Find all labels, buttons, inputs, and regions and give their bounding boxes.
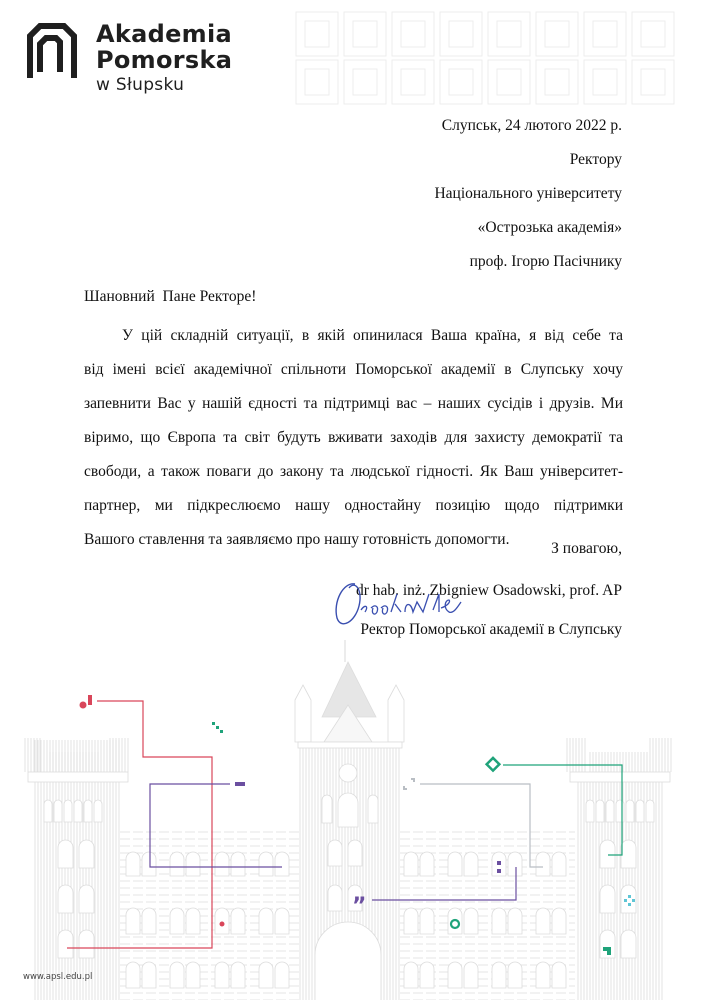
window-arch: [492, 908, 506, 934]
window-arch: [586, 800, 594, 822]
left-tower-ledge: [28, 772, 128, 782]
window-arch: [259, 908, 273, 934]
date-line: Слупськ, 24 лютого 2022 р.: [441, 117, 622, 134]
window-arch: [231, 962, 245, 988]
green-dots-icon: [212, 722, 223, 733]
watermark-square: [392, 12, 434, 56]
window-arch: [44, 800, 52, 822]
tower-ledge: [298, 742, 402, 748]
window-arch: [58, 930, 73, 958]
window-arch: [142, 908, 156, 934]
window-arch: [448, 962, 462, 988]
window-arch: [170, 908, 184, 934]
building-illustration: [0, 640, 707, 1000]
window-arch: [79, 930, 94, 958]
window-arch: [600, 885, 615, 913]
window-arch: [215, 852, 229, 876]
watermark-square: [584, 12, 626, 56]
recipient-line: «Острозька академія»: [477, 219, 622, 236]
red-bar-icon: [88, 695, 92, 705]
window-arch: [259, 852, 273, 876]
closing: З повагою,: [551, 540, 622, 557]
rose-window: [339, 764, 357, 782]
window-arch: [606, 800, 614, 822]
body-line: партнер, ми підкреслюємо нашу одностайну позицію щодо підтримки: [84, 497, 623, 514]
window-arch: [79, 840, 94, 868]
watermark-square: [440, 12, 482, 56]
window-arch: [552, 908, 566, 934]
recipient-line: Ректору: [569, 151, 622, 168]
window-arch: [231, 908, 245, 934]
window-arch: [636, 800, 644, 822]
window-arch: [170, 962, 184, 988]
right-tower-ledge: [570, 772, 670, 782]
window-arch: [322, 795, 332, 823]
body-line: свободи, а також поваги до закону та людської гідності. Як Ваш університет-: [84, 463, 623, 480]
window-arch: [215, 962, 229, 988]
window-arch: [536, 962, 550, 988]
window-arch: [84, 800, 92, 822]
purple-quote-icon: ”: [352, 894, 367, 919]
window-arch: [536, 908, 550, 934]
window-arch: [74, 800, 82, 822]
watermark-square: [440, 60, 482, 104]
recipient-line: проф. Ігорю Пасічнику: [469, 253, 622, 270]
letter-body: [84, 327, 623, 548]
watermark-square: [296, 12, 338, 56]
window-arch: [142, 852, 156, 876]
watermark-square: [296, 60, 338, 104]
watermark-square: [632, 60, 674, 104]
logo-line-2: Pomorska: [96, 46, 233, 74]
signer-name: dr hab. inż. Zbigniew Osadowski, prof. AP: [355, 582, 622, 599]
body-line: запевнити Вас у нашій єдності та підтримці вас – наших сусідів і друзів. Ми: [84, 395, 623, 412]
watermark-square: [536, 60, 578, 104]
salutation: Шановний Пане Ректоре!: [84, 288, 257, 305]
window-arch: [508, 908, 522, 934]
window-arch: [231, 852, 245, 876]
window-arch: [126, 962, 140, 988]
window-arch: [54, 800, 62, 822]
body-line: Вашого ставлення та заявляємо про нашу готовність допомогти.: [84, 531, 510, 548]
gray-connector-line: [420, 784, 543, 867]
window-arch: [259, 962, 273, 988]
window-arch: [186, 852, 200, 876]
window-arch: [552, 852, 566, 876]
red-small-dot-icon: [220, 922, 225, 927]
window-arch: [58, 885, 73, 913]
window-arch: [404, 908, 418, 934]
window-arch: [126, 908, 140, 934]
left-pinnacle: [295, 685, 311, 742]
window-arch: [464, 852, 478, 876]
watermark-pattern: [290, 8, 690, 114]
window-arch: [420, 962, 434, 988]
body-line: віримо, що Європа та світ будуть вживати заходів для захисту демократії та: [84, 429, 623, 446]
window-arch: [508, 852, 522, 876]
window-arch: [404, 852, 418, 876]
window-arch: [492, 962, 506, 988]
watermark-square: [488, 12, 530, 56]
window-arch: [79, 885, 94, 913]
watermark-square: [536, 12, 578, 56]
window-arch: [420, 908, 434, 934]
window-arch: [621, 930, 636, 958]
window-arch: [215, 908, 229, 934]
window-arch: [404, 962, 418, 988]
watermark-square: [344, 12, 386, 56]
recipient-line: Національного університету: [434, 185, 622, 202]
signature: [325, 572, 465, 634]
window-arch: [275, 962, 289, 988]
window-arch: [338, 793, 358, 827]
window-arch: [275, 908, 289, 934]
watermark-square: [584, 60, 626, 104]
logo-line-3: w Słupsku: [96, 75, 185, 95]
window-arch: [448, 852, 462, 876]
body-line: від імені всієї академічної спільноти Поморської академії в Слупську хочу: [84, 361, 623, 378]
window-arch: [186, 908, 200, 934]
green-diamond-icon: [487, 758, 500, 771]
window-arch: [64, 800, 72, 822]
window-arch: [126, 852, 140, 876]
signer-title: Ректор Поморської академії в Слупську: [360, 621, 622, 638]
window-arch: [328, 885, 342, 911]
window-arch: [170, 852, 184, 876]
logo: [26, 20, 256, 100]
red-dot-icon: [80, 702, 87, 709]
logo-mark-icon: [26, 22, 78, 80]
window-arch: [596, 800, 604, 822]
watermark-square: [632, 12, 674, 56]
body-line: У цій складній ситуації, в якій опинилася Ваша країна, я від себе та: [122, 327, 623, 344]
window-arch: [94, 800, 102, 822]
window-arch: [348, 840, 362, 866]
purple-dash-icon: [235, 782, 245, 786]
window-arch: [621, 840, 636, 868]
window-arch: [420, 852, 434, 876]
right-pinnacle: [388, 685, 404, 742]
watermark-square: [344, 60, 386, 104]
window-arch: [186, 962, 200, 988]
window-arch: [328, 840, 342, 866]
window-arch: [536, 852, 550, 876]
window-arch: [646, 800, 654, 822]
window-arch: [464, 908, 478, 934]
window-arch: [464, 962, 478, 988]
window-arch: [626, 800, 634, 822]
logo-line-1: Akademia: [96, 20, 233, 48]
window-arch: [508, 962, 522, 988]
footer-url[interactable]: www.apsl.edu.pl: [23, 972, 93, 982]
watermark-square: [392, 60, 434, 104]
watermark-square: [488, 60, 530, 104]
window-arch: [552, 962, 566, 988]
window-arch: [600, 840, 615, 868]
window-arch: [58, 840, 73, 868]
window-arch: [616, 800, 624, 822]
expand-icon: [404, 779, 414, 789]
main-gate: [315, 922, 381, 1000]
window-arch: [368, 795, 378, 823]
window-arch: [275, 852, 289, 876]
window-arch: [142, 962, 156, 988]
